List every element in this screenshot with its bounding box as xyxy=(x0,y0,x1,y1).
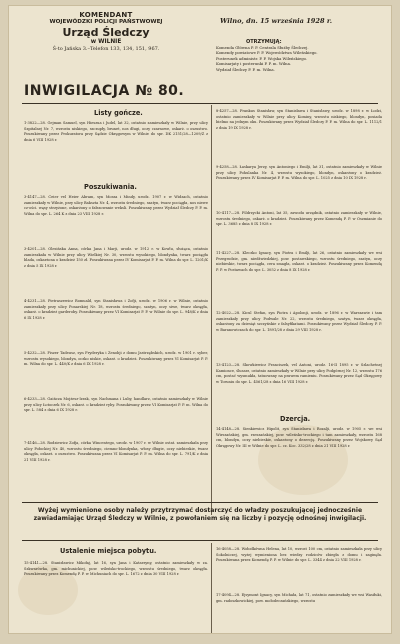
entry-paragraph: 3-4201—28. Olesińska Anna, córka Jana i Marji, urodz. w 1912 r. w Kowlu, służąca, ostatnio zamieszkała w Wilnie przy ulicy Wielkiej Nr. 30, wzrostu wysokiego, blondynka, twarz pociągła blada, oskarżona o kradzież 150 zł. Poszukiwana przez IV Komisarjat P. P. m. Wilna do spr. L. 1201/K z dnia 5 IX 1928 r. xyxy=(24,247,208,268)
notice-rule-top xyxy=(22,502,378,503)
column-divider xyxy=(211,105,212,515)
entry-paragraph: 3-4147—28. Ceier vel Heier Abram, syn Mosza i Mindy, urodz. 1907 r. w Widzach, ostatnio zamieszkały w Wilnie, przy ulicy Bakszta Nr. 4, wzrostu średniego, szatyn, twarz pociągła, nos niewe cz-ości. wąsy strzyżone, oskarżony o fałszowanie weksli. Poszukiwany przez Wydział Śledczy P. P. m. Wilna do spr. L. 264 K z dnia 23 VIII 1928 r. xyxy=(24,195,208,216)
issuer-title: KOMENDANT xyxy=(79,11,133,19)
entry-paragraph: 9-4258—28. Łaskarya Jerzy, syn Antoniego i Emilji, lat 31, ostatnio zamieszkały w Wilnie przy ulicy Pohulanka Nr. 4, wzrostu wysokiego, blondyn, oskarżony o kradzież. Poszukiwany przez IV Komisarjat P. P. m. Wilna do spr. L. 1025 z dnia 10 IX 1928 r. xyxy=(216,165,382,180)
entry-paragraph: 8-4257—28. Frankus Stanisław, syn Stanisława i Stanisławy, urodz. w 1898 r. w Łodzi, ostatnio zamieszkały w Wilnie przy ulicy Kominy, wzrostu niskiego, blondyn, posiada bielmo na jednym oku. Poszukiwany przez Wydział Śledczy P. P. m. Wilna do spr. L. 1112/1 z dnia 19 IX 1928 r. xyxy=(216,109,382,130)
issuer-address: Ś-to Jańska 3.–Telefon 133, 134, 151, 967. xyxy=(52,46,160,52)
entry-paragraph: 1-3822—28. Gejman Samuel, syn Hieszua i Judel, lat 32, ostatnio zamieszkały w Wilnie, przy ulicy Szpitalnej Nr. 7, wzrostu niskiego, szczupły, brunet, nos długi, oczy czarnowe, oskarż. o oszustwo. Poszukiwany przez Prokuratora przy Sądzie Okręgowym w Wilnie do spr. DK 2151/28—1209/Z z dnia 6 VIII 1928 r. xyxy=(24,121,208,142)
recipient-line: Wydział Śledczy P. P. m. Wilna. xyxy=(216,66,275,72)
issuer-city: w WILNIE xyxy=(90,39,122,45)
entry-paragraph: 4-4231—28. Pietraszewicz Romuald, syn Stanisława i Zofji, urodz. w 1906 r. w Wilnie, ostatnio zamieszkały przy ulicy Ponarskiej Nr. 18, wzrostu średniego, szatyn, oczy siwe, twarz okrągła, oskarż. o kradzież garderoby. Poszukiwany przez VI Komisarjat P. P. w Wilnie do spr. L. 948/K z dnia 6 IX 1928 r. xyxy=(24,299,208,320)
title-rule xyxy=(22,103,378,104)
entry-paragraph: 16-4058—28. Wołodkówna Helena, lat 10, wzrost 100 cm, ostatnio zamieszkała przy ulicy Sokolniczej, wyżej wymieniona bez wiedzy rodziców zbiegła z domu i zaginęła. Poszukiwana przez Komendę P. P. w Wilnie do spr. L. 3344 z dnia 22 VIII 1928 r. xyxy=(216,547,382,562)
entry-paragraph: 5-4232—28. Fiszer Tadeusz, syn Fryderyka i Zenobji z domu Jastrzębskich, urodz. w 1901 r. syber, wzrostu wysokiego, blondyn, oczko niskie, oskarż. o kradzież. Poszukiwany przez VI Komisarjat P. P. m. Wilna do spr. L. 440/K z dnia 6 IX 1928 r. xyxy=(24,351,208,366)
recipients-block xyxy=(216,39,386,72)
issuer-header xyxy=(22,11,190,52)
document-title: INWIGILACJA № 80. xyxy=(24,83,185,99)
section-heading-searches: Poszukiwania. xyxy=(84,183,137,191)
entry-paragraph: 12-4022—28. Kicul Stefan, syn Piotra i Apolonji, urodz. w 1896 r. w Warszawie i tam zamieszkały przy ulicy Podwale Nr. 22, wzrostu średniego, szatyn, twarz okrągła, oskarżony za dziesiąt szczyńskie z falsyfikatami. Poszukiwany przez Wydział Śledczy P. P. w Baranowiczach do spr. L. 1891/28 z dnia 29 VIII 1928 r. xyxy=(216,311,382,332)
notice-rule-bottom xyxy=(22,540,378,541)
recipient-line: Komisarjaty i posterunki P. P. m. Wilna. xyxy=(216,61,292,67)
section-heading-desertion: Dzercja. xyxy=(280,415,311,423)
issuer-organization: WOJEWÓDZKI POLICJI PAŃSTWOWEJ xyxy=(49,19,163,25)
entry-paragraph: 6-4233—28. Gaińcza Mojżesz-Izrak, syn Nachmana i Luby, handlarz, ostatnio zamieszkały w Wilnie przy ulicy Łotoczek Nr. 6, oskarż. o kradzież ryby. Poszukiwany przez VI Komisarjat P. P. m. Wilna do spr. L. 584 z dnia 6 IX 1928 r. xyxy=(24,397,208,412)
column-divider-bottom xyxy=(211,543,212,633)
entry-paragraph: 7-4146—28. Rodziewicz Zofja, córka Wincentego, urodz. w 1907 r. w Wilnie ostat. zamieszkała przy ulicy Połockiej Nr. 40, wzrostu średniego, ciemno-blondynka, włosy długie, oczy niebieskie, twarz okrągła, oskarż. o oszustwo. Poszukiwana przez VI Komisarjat P. P. m. Wilna do spr. L. 791/K z dnia 21 VIII 1928 r. xyxy=(24,441,208,462)
entry-paragraph: 14-4148—28. Sienkiewicz Hipolit, syn Stanisława i Rozalji, urodz. w 1905 r. we wsi Wirszańskiej, gm. rzeszańskiej, pow. wileńsko-trockiego i tam zamieszkały, wzrostu 168 cm, blondyn, oczy niebieskie, oskarżony o dezercję. Poszukiwany przez Wojskowy Sąd Okręgowy Nr. III w Wilnie do spr. L. cz. Koc. 332/28 z dnia 21 VIII 1928 r. xyxy=(216,427,382,448)
document-page xyxy=(8,5,392,634)
recipient-line: Posterunek administr. P. P. Wojska Wileńskiego. xyxy=(216,55,308,61)
entry-paragraph: 17-4094—28. Ejsymont Ignacy, syn Michała, lat 71, ostatnio zamieszkały we wsi Wasiłuki, gm. radoszkowickiej, pow. mołodeczańskiego, wzrostu xyxy=(216,593,382,603)
recipient-line: Komendy powiatowe P. P. Województwa Wileńskiego. xyxy=(216,50,318,56)
section-heading-whereabouts: Ustalenie miejsca pobytu. xyxy=(60,547,157,555)
recipient-line: Komenda Główna P. P. Centrala Służby Śledczej. xyxy=(216,45,309,50)
issuer-office: Urząd Śledczy xyxy=(62,26,150,39)
recipients-title: OTRZYMUJĄ: xyxy=(246,39,282,45)
entry-paragraph: 13-4123—28. Skowkiewicz Franciszek, vel Antoni, urodz. 16-II 1895 r. w Szlachetnej Kamionce, ślusarz, ostatnio zamieszkały w Wilnie przy ulicy Podgórnej Nr. 12, wzrostu 176 cm, postać wysmukła, tatuowany na prawem ramieniu. Poszukiwany przez Sąd Okręgowy w Toruniu do spr. L. 4561/28 z dnia 16 VIII 1928 r. xyxy=(216,363,382,384)
entry-paragraph: 10-4117—28. Fildrzycki Antoni, lat 35, zawodu urzędnik, ostatnio zamieszkały w Wilnie, wzrostu średniego, oskarż. o kradzież. Poszukiwany przez Komendę P. P. w Oszmianie do spr. L. 3685 z dnia 8 IX 1928 r. xyxy=(216,211,382,226)
document-date: Wilno, dn. 15 września 1928 r. xyxy=(220,17,333,25)
entry-paragraph: 15-4141—28. Stanisławicz Mikołaj, lat 16, syn Jana i Katarzyny, ostatnio zamieszkały w za. Szkwarówka, gm. michunickiej, pow. wileńsko-trockiego, wzrostu średniego, twarz okrągła. Poszukiwany przez Komendę P. P. w Michuniach do spr. L. 1672 z dnia 30 VIII 1928 r. xyxy=(24,561,208,576)
section-heading-wanted: Listy gończe. xyxy=(94,109,143,117)
entry-paragraph: 11-4227—28. Kleczko Ignacy, syn Piotra i Emilji, lat 26, ostatnio zamieszkały we wsi Przegrodzie, gm. niedźwiedzkiej, pow. postawskiego, wzrostu średniego, szatyn, oczy niebieskie, twarz pociągła, cera smagła, oskarż. o kradzież. Poszukiwany przez Komendę P. P. w Postawach do spr. L. 3052 z dnia 8 IX 1928 r. xyxy=(216,251,382,272)
closing-notice: Wyżej wymienione osoby należy przytrzymać dostarczyć do władzy poszukującej jednocześnie zawiadamiając Urząd Śledczy w Wilnie, z powołaniem się na liczby i pozycję odnośnej inwigilacji. xyxy=(33,507,367,522)
